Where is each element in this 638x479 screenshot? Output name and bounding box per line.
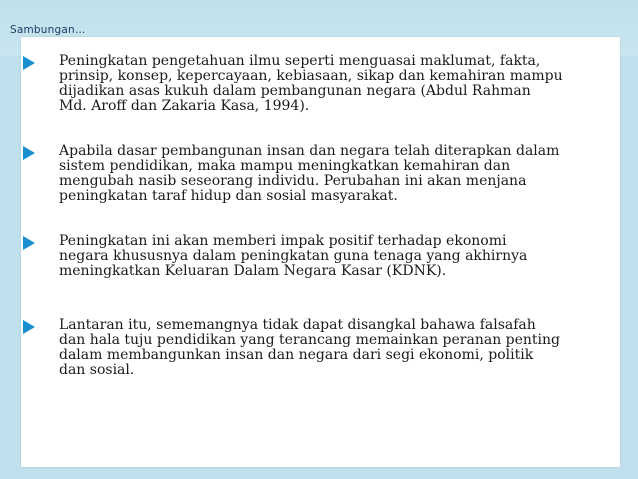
bullet-text: Lantaran itu, sememangnya tidak dapat disangkal bahawa falsafah dan hala tuju pendidikan yang terancang memainkan peranan penting dalam membangunkan insan dan negara dari segi ekonomi, politik dan sosial. [59, 317, 561, 378]
bullet-text: Peningkatan ini akan memberi impak positif terhadap ekonomi negara khususnya dalam peningkatan guna tenaga yang akhirnya meningkatkan Keluaran Dalam Negara Kasar (KDNK). [59, 233, 528, 279]
triangle-bullet-icon [23, 146, 35, 160]
triangle-bullet-icon [23, 56, 35, 70]
bullet-text: Apabila dasar pembangunan insan dan negara telah diterapkan dalam sistem pendidikan, maka mampu meningkatkan kemahiran dan mengubah nasib seseorang individu. Perubahan ini akan menjana peningkatan taraf hidup dan sosial masyarakat. [59, 143, 560, 204]
bullet-text: Peningkatan pengetahuan ilmu seperti menguasai maklumat, fakta, prinsip, konsep, kepercayaan, kebiasaan, sikap dan kemahiran mampu dijadikan asas kukuh dalam pembangunan negara (Abdul Rahman Md. Aroff dan Zakaria Kasa, 1994). [59, 53, 563, 114]
header-title: Sambungan… [10, 24, 86, 36]
content-panel [21, 37, 620, 467]
triangle-bullet-icon [23, 320, 35, 334]
triangle-bullet-icon [23, 236, 35, 250]
